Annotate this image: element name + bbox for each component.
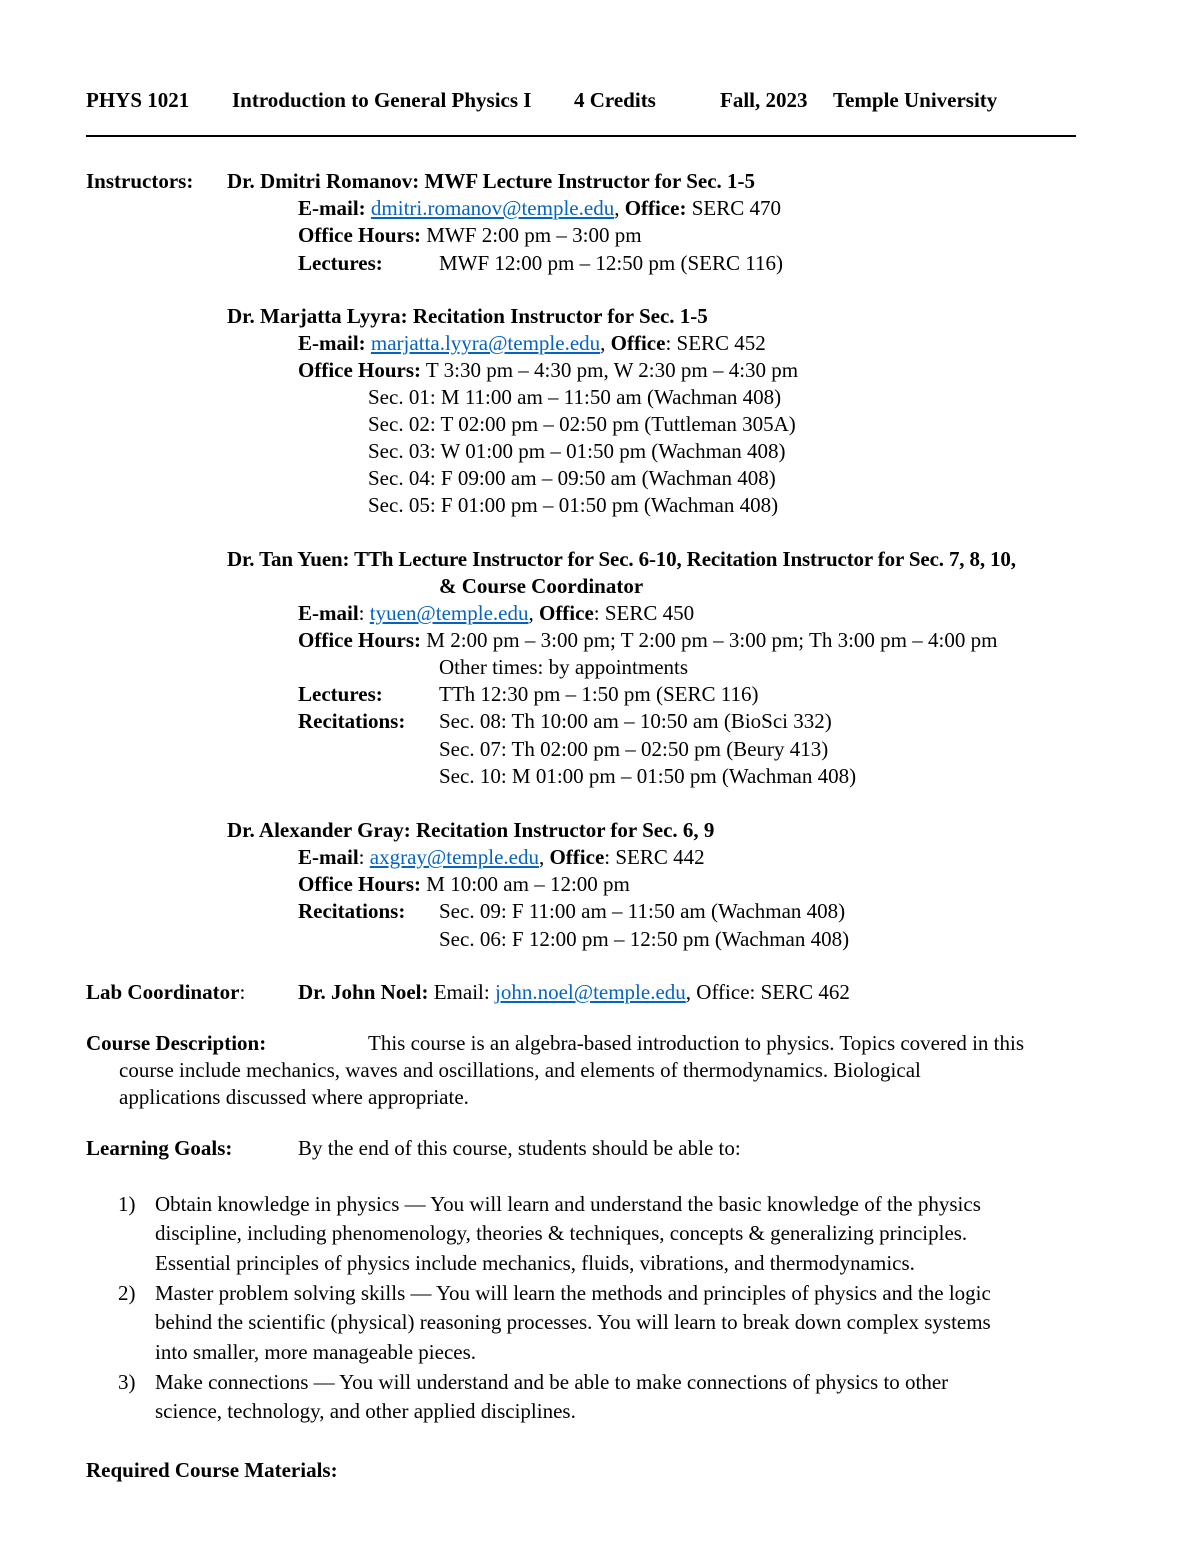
- goal-number: 3): [118, 1370, 136, 1394]
- gray-office: : SERC 442: [604, 845, 705, 869]
- course-term: Fall, 2023: [720, 88, 808, 112]
- email-label: E-mail:: [298, 196, 366, 220]
- course-description-line: This course is an algebra-based introduction to physics. Topics covered in this: [368, 1031, 1024, 1055]
- yuen-office: : SERC 450: [593, 601, 695, 625]
- learning-goals-label: Learning Goals:: [86, 1136, 233, 1160]
- yuen-recitation: Sec. 07: Th 02:00 pm – 02:50 pm (Beury 413): [439, 737, 829, 761]
- office-hours-label: Office Hours:: [298, 628, 422, 652]
- learning-goals-intro: By the end of this course, students should be able to:: [298, 1136, 741, 1160]
- office-label: Office: [610, 331, 666, 355]
- lyyra-section: Sec. 02: T 02:00 pm – 02:50 pm (Tuttleman 305A): [368, 412, 796, 436]
- yuen-contact-line: E-mail: tyuen@temple.edu, Office: SERC 450: [298, 601, 695, 625]
- office-label: Office: [538, 601, 594, 625]
- university-name: Temple University: [833, 88, 998, 112]
- romanov-office-hours: MWF 2:00 pm – 3:00 pm: [426, 223, 642, 247]
- office-hours-label: Office Hours:: [298, 358, 422, 382]
- office-hours-label: Office Hours:: [298, 872, 422, 896]
- lyyra-section: Sec. 04: F 09:00 am – 09:50 am (Wachman 408): [368, 466, 776, 490]
- lab-coordinator-label: Lab Coordinator: [86, 980, 240, 1004]
- course-description-line: course include mechanics, waves and oscillations, and elements of thermodynamics. Biological: [119, 1058, 921, 1082]
- course-description-line: applications discussed where appropriate.: [119, 1085, 469, 1109]
- goal-line: science, technology, and other applied disciplines.: [155, 1399, 576, 1423]
- romanov-hours-line: [298, 225, 642, 246]
- goal-line: discipline, including phenomenology, theories & techniques, concepts & generalizing principles.: [155, 1221, 968, 1245]
- yuen-office-hours: M 2:00 pm – 3:00 pm; T 2:00 pm – 3:00 pm; Th 3:00 pm – 4:00 pm: [426, 628, 998, 652]
- lyyra-section: Sec. 01: M 11:00 am – 11:50 am (Wachman 408): [368, 385, 782, 409]
- gray-heading: Dr. Alexander Gray: Recitation Instructor for Sec. 6, 9: [227, 818, 715, 842]
- goal-number: 2): [118, 1281, 136, 1305]
- gray-office-hours: M 10:00 am – 12:00 pm: [426, 872, 630, 896]
- gray-recitation: Sec. 09: F 11:00 am – 11:50 am (Wachman 408): [439, 899, 846, 923]
- yuen-hours-note: Other times: by appointments: [439, 655, 689, 679]
- yuen-hours-line: [298, 630, 997, 651]
- yuen-recitation: Sec. 08: Th 10:00 am – 10:50 am (BioSci 332): [439, 709, 832, 733]
- email-label: E-mail: [298, 601, 359, 625]
- office-label: Office:: [624, 196, 687, 220]
- lab-coordinator-label-line: Lab Coordinator:: [86, 980, 246, 1004]
- email-label: E-mail: [298, 845, 359, 869]
- recitations-label: Recitations:: [298, 709, 406, 733]
- lyyra-office-hours: T 3:30 pm – 4:30 pm, W 2:30 pm – 4:30 pm: [425, 358, 799, 382]
- lab-email-label: Email:: [433, 980, 490, 1004]
- romanov-email-link[interactable]: dmitri.romanov@temple.edu: [370, 196, 615, 220]
- goal-line: Essential principles of physics include mechanics, fluids, vibrations, and thermodynamics.: [155, 1251, 915, 1275]
- goal-line: Master problem solving skills — You will learn the methods and principles of physics and the logic: [155, 1281, 991, 1305]
- course-title: Introduction to General Physics I: [232, 88, 532, 112]
- romanov-office: SERC 470: [691, 196, 782, 220]
- course-credits: 4 Credits: [574, 88, 656, 112]
- goal-line: Make connections — You will understand and be able to make connections of physics to other: [155, 1370, 949, 1394]
- lyyra-hours-line: [298, 360, 798, 381]
- romanov-contact-line: E-mail: dmitri.romanov@temple.edu, Office: SERC 470: [298, 196, 782, 220]
- lab-coordinator-name: Dr. John Noel:: [298, 980, 429, 1004]
- lab-email-link[interactable]: john.noel@temple.edu: [494, 980, 686, 1004]
- gray-hours-line: [298, 874, 630, 895]
- course-description-label: Course Description:: [86, 1031, 267, 1055]
- yuen-heading-continued: & Course Coordinator: [439, 574, 644, 598]
- goal-line: into smaller, more manageable pieces.: [155, 1340, 477, 1364]
- romanov-lectures: MWF 12:00 pm – 12:50 pm (SERC 116): [439, 251, 783, 275]
- gray-contact-line: E-mail: axgray@temple.edu, Office: SERC 442: [298, 845, 705, 869]
- office-hours-label: Office Hours:: [298, 223, 422, 247]
- romanov-heading: Dr. Dmitri Romanov: MWF Lecture Instructor for Sec. 1-5: [227, 169, 756, 193]
- goal-line: Obtain knowledge in physics — You will learn and understand the basic knowledge of the physics: [155, 1192, 981, 1216]
- email-label: E-mail:: [298, 331, 366, 355]
- yuen-recitation: Sec. 10: M 01:00 pm – 01:50 pm (Wachman 408): [439, 764, 857, 788]
- lyyra-section: Sec. 05: F 01:00 pm – 01:50 pm (Wachman 408): [368, 493, 779, 517]
- yuen-lectures: TTh 12:30 pm – 1:50 pm (SERC 116): [439, 682, 759, 706]
- lyyra-office: : SERC 452: [665, 331, 766, 355]
- office-label: Office: [549, 845, 605, 869]
- gray-email-link[interactable]: axgray@temple.edu: [369, 845, 539, 869]
- lyyra-heading: Dr. Marjatta Lyyra: Recitation Instructor for Sec. 1-5: [227, 304, 708, 328]
- yuen-heading: Dr. Tan Yuen: TTh Lecture Instructor for Sec. 6-10, Recitation Instructor for Sec. 7, 8, 10,: [227, 547, 1016, 571]
- lab-office: , Office: SERC 462: [685, 980, 850, 1004]
- lectures-label: Lectures:: [298, 682, 383, 706]
- instructors-label: Instructors:: [86, 169, 194, 193]
- yuen-email-link[interactable]: tyuen@temple.edu: [369, 601, 529, 625]
- lab-coordinator-line: [298, 982, 850, 1003]
- course-code: PHYS 1021: [86, 88, 190, 112]
- lyyra-section: Sec. 03: W 01:00 pm – 01:50 pm (Wachman 408): [368, 439, 786, 463]
- lyyra-email-link[interactable]: marjatta.lyyra@temple.edu: [370, 331, 601, 355]
- goal-number: 1): [118, 1192, 136, 1216]
- lyyra-contact-line: E-mail: marjatta.lyyra@temple.edu, Office: SERC 452: [298, 331, 766, 355]
- required-materials-label: Required Course Materials:: [86, 1458, 338, 1482]
- goal-line: behind the scientific (physical) reasoning processes. You will learn to break down complex systems: [155, 1310, 991, 1334]
- recitations-label: Recitations:: [298, 899, 406, 923]
- lectures-label: Lectures:: [298, 251, 383, 275]
- header-divider: [86, 135, 1076, 137]
- gray-recitation: Sec. 06: F 12:00 pm – 12:50 pm (Wachman 408): [439, 927, 850, 951]
